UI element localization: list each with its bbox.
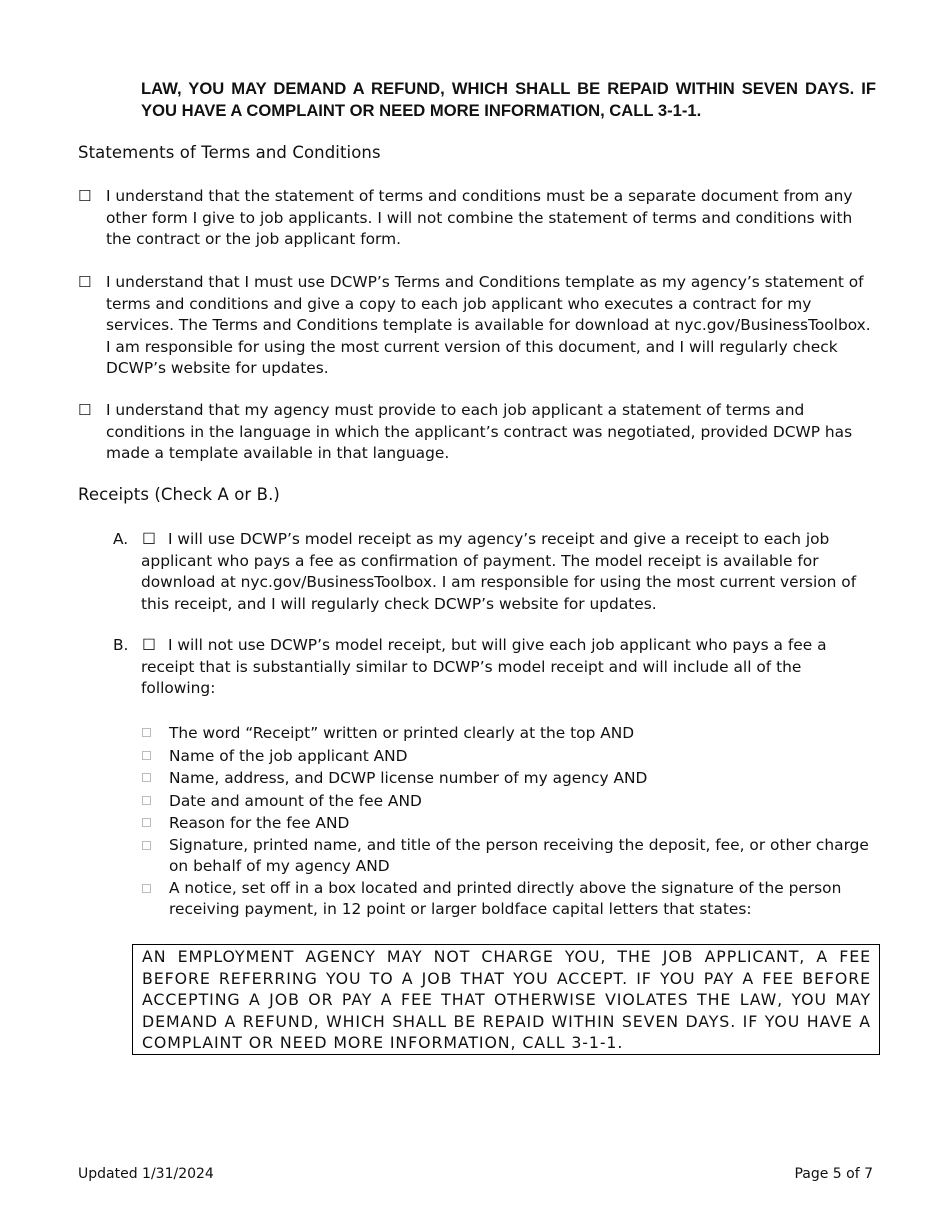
list-item: A notice, set off in a box located and printed directly above the signature of the person receiving payment, in 12 point or larger boldface capital letters that states:: [141, 878, 876, 921]
option-a-text: I will use DCWP’s model receipt as my agency’s receipt and give a receipt to each job applicant who pays a fee as confirmation of payment. The model receipt is available for download at nyc.gov/BusinessToolbox. I am responsible for using the most current version of this receipt, and I will regularly check DCWP’s website for updates.: [141, 530, 857, 613]
checkbox-icon[interactable]: ☐: [142, 636, 156, 654]
checkbox-icon[interactable]: [142, 751, 151, 760]
option-b-text: I will not use DCWP’s model receipt, but will give each job applicant who pays a fee a receipt that is substantially similar to DCWP’s model receipt and will include all of the following:: [141, 636, 827, 697]
checkbox-icon[interactable]: ☐: [78, 187, 92, 205]
terms-item-language: [78, 400, 878, 465]
option-letter: B.: [113, 636, 129, 654]
terms-item-text: I understand that I must use DCWP’s Terms and Conditions template as my agency’s statement of terms and conditions and give a copy to each job applicant who executes a contract for my services. The Terms and Conditions template is available for download at nyc.gov/BusinessToolbox. I am responsible for using the most current version of this document, and I will regularly check DCWP’s website for updates.: [106, 273, 871, 377]
checkbox-icon[interactable]: [142, 796, 151, 805]
footer-updated-date: Updated 1/31/2024: [78, 1166, 214, 1182]
terms-item-text: I understand that the statement of terms and conditions must be a separate document from any other form I give to job applicants. I will not combine the statement of terms and conditions with the contract or the job applicant form.: [106, 187, 853, 248]
terms-item-use-template: [78, 272, 878, 380]
boxed-refund-notice: AN EMPLOYMENT AGENCY MAY NOT CHARGE YOU, THE JOB APPLICANT, A FEE BEFORE REFERRING YOU TO A JOB THAT YOU ACCEPT. IF YOU PAY A FEE BEFORE ACCEPTING A JOB OR PAY A FEE THAT OTHERWISE VIOLATES THE LAW, YOU MAY DEMAND A REFUND, WHICH SHALL BE REPAID WITHIN SEVEN DAYS. IF YOU HAVE A COMPLAINT OR NEED MORE INFORMATION, CALL 3-1-1.: [132, 944, 880, 1055]
option-letter: A.: [113, 530, 129, 548]
refund-notice-continued: LAW, YOU MAY DEMAND A REFUND, WHICH SHALL BE REPAID WITHIN SEVEN DAYS. IF YOU HAVE A COMPLAINT OR NEED MORE INFORMATION, CALL 3-1-1.: [141, 79, 876, 120]
section-heading-terms: Statements of Terms and Conditions: [78, 143, 381, 162]
checkbox-icon[interactable]: [142, 818, 151, 827]
terms-item-separate-document: [78, 186, 878, 251]
list-item: Signature, printed name, and title of the person receiving the deposit, fee, or other charge on behalf of my agency AND: [141, 835, 876, 878]
footer-page-number: Page 5 of 7: [794, 1166, 873, 1182]
receipt-option-a: [113, 529, 878, 615]
terms-item-text: I understand that my agency must provide to each job applicant a statement of terms and conditions in the language in which the applicant’s contract was negotiated, provided DCWP has made a template available in that language.: [106, 401, 853, 462]
checkbox-icon[interactable]: ☐: [142, 530, 156, 548]
checkbox-icon[interactable]: [142, 884, 151, 893]
section-heading-receipts: Receipts (Check A or B.): [78, 485, 280, 504]
list-item: The word “Receipt” written or printed clearly at the top AND: [141, 722, 876, 745]
list-item: Date and amount of the fee AND: [141, 790, 876, 813]
list-item: Reason for the fee AND: [141, 812, 876, 835]
receipt-option-b: [113, 635, 878, 700]
checkbox-icon[interactable]: ☐: [78, 273, 92, 291]
checkbox-icon[interactable]: [142, 773, 151, 782]
checkbox-icon[interactable]: [142, 728, 151, 737]
list-item: Name of the job applicant AND: [141, 745, 876, 768]
checkbox-icon[interactable]: ☐: [78, 401, 92, 419]
checkbox-icon[interactable]: [142, 841, 151, 850]
list-item: Name, address, and DCWP license number of my agency AND: [141, 767, 876, 790]
receipt-requirements-list: [141, 722, 876, 921]
